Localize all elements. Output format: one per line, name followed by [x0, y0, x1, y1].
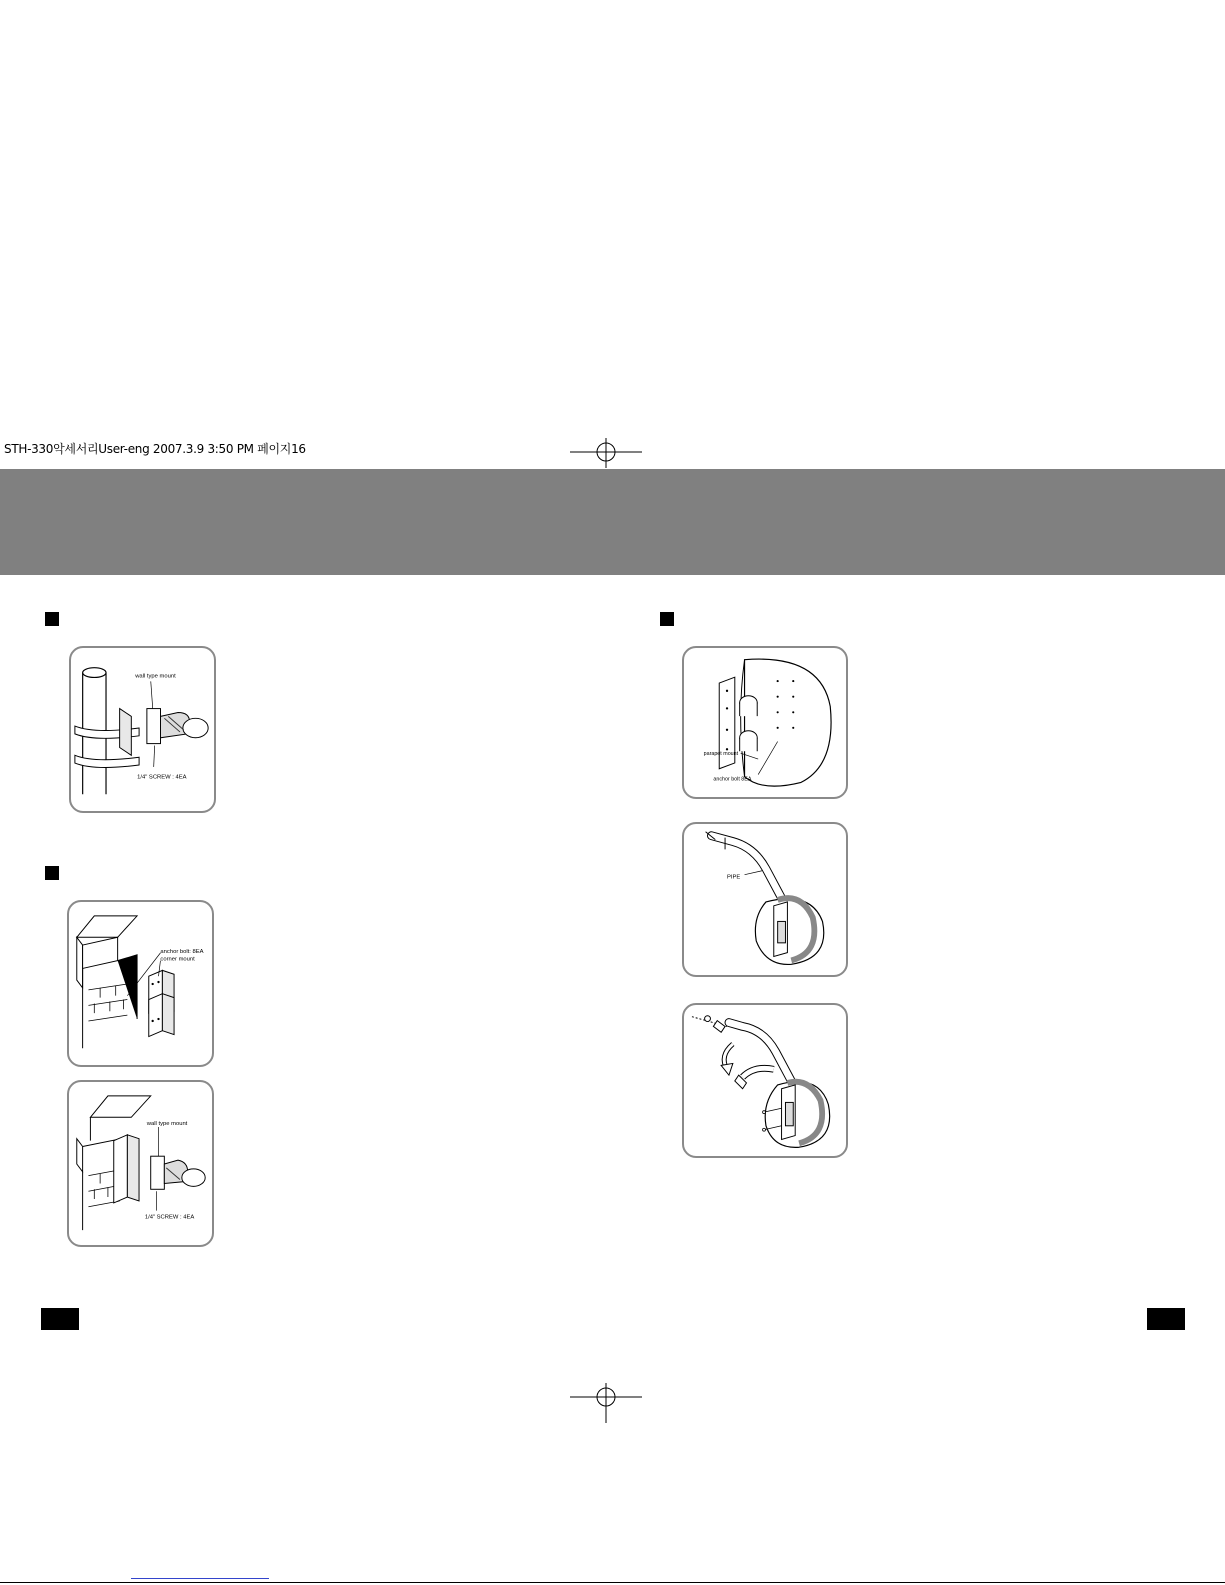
label-wall-type-mount: wall type mount — [135, 673, 176, 680]
bottom-link-underline — [131, 1578, 269, 1579]
label-wall-type-mount-b: wall type mount — [146, 1121, 188, 1128]
label-screw-b: 1/4" SCREW : 4EA — [144, 1214, 195, 1221]
label-anchor-bolt-parapet: anchor bolt 8EA — [713, 776, 752, 783]
page-number-box-right — [1147, 1308, 1185, 1330]
label-screw: 1/4" SCREW : 4EA — [137, 774, 187, 781]
label-parapet-mount: parapet mount — [703, 751, 739, 758]
crop-mark-top — [570, 438, 642, 468]
crop-mark-bottom — [570, 1383, 642, 1423]
figure-parapet-mount — [682, 646, 848, 799]
section-bullet-corner — [45, 866, 59, 880]
header-band — [0, 469, 1225, 575]
label-anchor-bolt: anchor bolt: 8EA — [160, 948, 204, 955]
document-slug: STH-330악세서리User-eng 2007.3.9 3:50 PM 페이지16 — [4, 442, 306, 456]
bottom-rule — [0, 1582, 1225, 1583]
figure-pole-mount — [69, 646, 216, 813]
section-bullet-pole — [45, 612, 59, 626]
figure-corner-mount-b — [67, 1080, 214, 1247]
figure-corner-mount-a — [67, 900, 214, 1067]
section-bullet-parapet — [660, 612, 674, 626]
label-corner-mount: corner mount — [160, 956, 195, 963]
page-number-box-left — [41, 1308, 79, 1330]
figure-parapet-assembly — [682, 1003, 848, 1158]
figure-parapet-pipe — [682, 822, 848, 977]
label-pipe: PIPE — [727, 874, 741, 881]
